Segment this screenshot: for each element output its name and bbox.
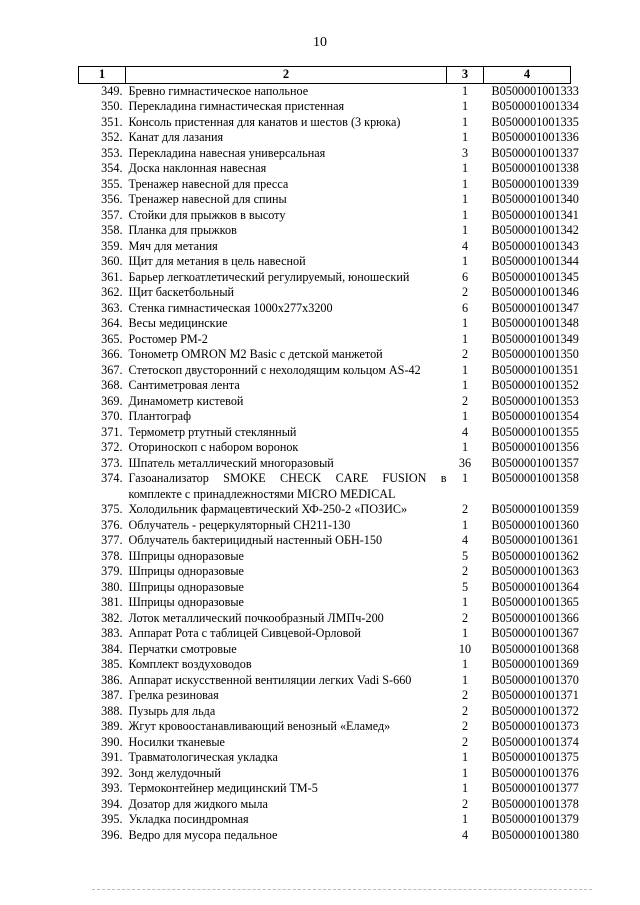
- table-row: [79, 270, 571, 286]
- item-quantity: 1: [461, 207, 469, 222]
- inventory-code: B0500001001343: [491, 238, 579, 253]
- item-quantity: 3: [461, 145, 469, 160]
- item-quantity: 1: [461, 595, 469, 609]
- row-number: 371.: [101, 424, 123, 439]
- inventory-code: B0500001001353: [491, 393, 579, 408]
- inventory-code: B0500001001344: [491, 254, 579, 268]
- item-quantity: 1: [461, 362, 469, 377]
- table-row: [79, 347, 571, 363]
- item-quantity: 36: [458, 455, 472, 470]
- item-name: Барьер легкоатлетический регулируемый, юношеский: [128, 269, 410, 284]
- inventory-code: B0500001001366: [491, 610, 579, 625]
- row-number: 386.: [101, 672, 123, 687]
- item-name: Перекладина гимнастическая пристенная: [128, 99, 345, 113]
- item-quantity: 1: [461, 517, 469, 532]
- row-number: 353.: [101, 145, 123, 160]
- inventory-code: B0500001001372: [491, 703, 579, 718]
- item-name: Тонометр OMRON M2 Basic с детской манжетой: [128, 347, 383, 361]
- table-row: [79, 673, 571, 689]
- item-quantity: 1: [461, 114, 469, 129]
- inventory-code: B0500001001351: [491, 362, 579, 377]
- table-row: [79, 332, 571, 348]
- item-name: Аппарат искусственной вентиляции легких Vadi S-660: [128, 672, 412, 687]
- item-quantity: 2: [461, 610, 469, 625]
- row-number: 368.: [101, 378, 123, 392]
- item-name: Плантограф: [128, 409, 191, 423]
- item-name: Перчатки смотровые: [128, 641, 237, 656]
- table-row: [79, 580, 571, 596]
- item-quantity: 1: [461, 130, 469, 144]
- row-number: 362.: [101, 285, 123, 299]
- item-name: Травматологическая укладка: [128, 750, 278, 764]
- item-name: Пузырь для льда: [128, 703, 216, 718]
- item-name: Щит баскетбольный: [128, 285, 235, 299]
- item-name: Шприцы одноразовые: [128, 579, 244, 594]
- table-row: [79, 611, 571, 627]
- item-quantity: 2: [461, 502, 469, 516]
- table-row: [79, 781, 571, 797]
- item-name: Стойки для прыжков в высоту: [128, 207, 286, 222]
- row-number: 377.: [101, 533, 123, 547]
- table-row: [79, 595, 571, 611]
- item-name: Динамометр кистевой: [128, 393, 244, 408]
- inventory-code: B0500001001365: [491, 595, 579, 609]
- item-name: Облучатель бактерицидный настенный ОБН-150: [128, 533, 383, 547]
- inventory-code: B0500001001335: [491, 114, 579, 129]
- row-number: 393.: [101, 781, 123, 795]
- item-name: Бревно гимнастическое напольное: [128, 83, 309, 98]
- table-row: [79, 208, 571, 224]
- table-row: [79, 239, 571, 255]
- table-row: [79, 704, 571, 720]
- table-row: [79, 471, 571, 502]
- table-row: [79, 425, 571, 441]
- row-number: 351.: [101, 114, 123, 129]
- inventory-code: B0500001001363: [491, 564, 579, 578]
- item-quantity: 6: [461, 300, 469, 315]
- table-row: [79, 797, 571, 813]
- item-quantity: 1: [461, 765, 469, 780]
- inventory-code: B0500001001338: [491, 161, 579, 175]
- inventory-code: B0500001001356: [491, 440, 579, 454]
- table-row: [79, 223, 571, 239]
- row-number: 355.: [101, 176, 123, 191]
- item-name: Шпатель металлический многоразовый: [128, 455, 334, 470]
- row-number: 367.: [101, 362, 123, 377]
- row-number: 369.: [101, 393, 123, 408]
- item-quantity: 1: [461, 192, 469, 206]
- table-row: [79, 254, 571, 270]
- row-number: 358.: [101, 223, 123, 237]
- table-row: [79, 115, 571, 131]
- table-row: [79, 750, 571, 766]
- item-name: Дозатор для жидкого мыла: [128, 796, 268, 811]
- item-quantity: 1: [461, 378, 469, 392]
- item-name: Шприцы одноразовые: [128, 595, 244, 609]
- inventory-code: B0500001001345: [491, 269, 579, 284]
- item-name: Холодильник фармацевтический ХФ-250-2 «ПОЗИС»: [128, 502, 408, 516]
- inventory-code: B0500001001370: [491, 672, 579, 687]
- inventory-code: B0500001001378: [491, 796, 579, 811]
- item-name: Щит для метания в цель навесной: [128, 254, 306, 268]
- item-name: Сантиметровая лента: [128, 378, 240, 392]
- inventory-code: B0500001001342: [491, 223, 579, 237]
- row-number: 378.: [101, 548, 123, 563]
- item-name: Укладка посиндромная: [128, 812, 249, 826]
- table-row: [79, 735, 571, 751]
- inventory-code: B0500001001369: [491, 657, 579, 671]
- item-name: Планка для прыжков: [128, 223, 237, 237]
- row-number: 387.: [101, 688, 123, 702]
- page-number: 10: [313, 35, 327, 50]
- column-header-number: 1: [79, 67, 126, 84]
- item-quantity: 1: [461, 409, 469, 423]
- item-quantity: 10: [458, 641, 472, 656]
- table-row: [79, 130, 571, 146]
- table-row: [79, 766, 571, 782]
- item-name: Весы медицинские: [128, 316, 228, 330]
- item-name: Комплект воздуховодов: [128, 657, 252, 671]
- inventory-code: B0500001001348: [491, 316, 579, 330]
- table-row: [79, 626, 571, 642]
- item-name: Лоток металлический почкообразный ЛМПч-200: [128, 610, 384, 625]
- table-row: [79, 642, 571, 658]
- item-quantity: 2: [461, 688, 469, 702]
- item-name: Ростомер РМ-2: [128, 331, 208, 346]
- row-number: 376.: [101, 517, 123, 532]
- row-number: 388.: [101, 703, 123, 718]
- row-number: 390.: [101, 734, 123, 749]
- row-number: 357.: [101, 207, 123, 222]
- item-name: Аппарат Рота с таблицей Сивцевой-Орловой: [128, 626, 361, 640]
- item-name: Стетоскоп двусторонний с нехолодящим кольцом AS-42: [128, 362, 421, 377]
- inventory-code: B0500001001368: [491, 641, 579, 656]
- item-name: Термометр ртутный стеклянный: [128, 424, 297, 439]
- row-number: 394.: [101, 796, 123, 811]
- row-number: 392.: [101, 765, 123, 780]
- inventory-code: B0500001001352: [491, 378, 579, 392]
- table-row: [79, 533, 571, 549]
- table-row: [79, 316, 571, 332]
- row-number: 373.: [101, 455, 123, 470]
- table-row: [79, 177, 571, 193]
- item-quantity: 4: [461, 424, 469, 439]
- table-row: [79, 301, 571, 317]
- item-quantity: 1: [461, 672, 469, 687]
- item-name: Консоль пристенная для канатов и шестов (3 крюка): [128, 114, 401, 129]
- item-quantity: 1: [461, 223, 469, 237]
- item-quantity: 1: [461, 750, 469, 764]
- row-number: 366.: [101, 347, 123, 361]
- item-quantity: 2: [461, 703, 469, 718]
- row-number: 363.: [101, 300, 123, 315]
- item-quantity: 1: [461, 812, 469, 826]
- item-name: Доска наклонная навесная: [128, 161, 267, 175]
- item-quantity: 1: [461, 626, 469, 640]
- inventory-code: B0500001001380: [491, 827, 579, 842]
- item-quantity: 1: [461, 331, 469, 346]
- inventory-code: B0500001001374: [491, 734, 579, 749]
- row-number: 380.: [101, 579, 123, 594]
- table-row: [79, 549, 571, 565]
- item-name: Тренажер навесной для пресса: [128, 176, 289, 191]
- table-row: [79, 192, 571, 208]
- table-row: [79, 518, 571, 534]
- item-quantity: 1: [461, 176, 469, 191]
- item-name: Ведро для мусора педальное: [128, 827, 278, 842]
- inventory-code: B0500001001367: [491, 626, 579, 640]
- item-quantity: 1: [461, 440, 469, 454]
- table-row: [79, 657, 571, 673]
- table-row: [79, 812, 571, 828]
- row-number: 385.: [101, 657, 123, 671]
- inventory-code: B0500001001364: [491, 579, 579, 594]
- inventory-code: B0500001001339: [491, 176, 579, 191]
- item-quantity: 4: [461, 827, 469, 842]
- item-quantity: 1: [461, 254, 469, 268]
- inventory-code: B0500001001379: [491, 812, 579, 826]
- inventory-code: B0500001001354: [491, 409, 579, 423]
- row-number: 360.: [101, 254, 123, 268]
- item-quantity: 2: [461, 734, 469, 749]
- row-number: 354.: [101, 161, 123, 175]
- item-name: Носилки тканевые: [128, 734, 225, 749]
- item-quantity: 1: [461, 657, 469, 671]
- table-row: [79, 378, 571, 394]
- row-number: 381.: [101, 595, 123, 609]
- item-quantity: 2: [461, 347, 469, 361]
- row-number: 396.: [101, 827, 123, 842]
- row-number: 391.: [101, 750, 123, 764]
- row-number: 365.: [101, 331, 123, 346]
- item-name: Облучатель - рецеркуляторный СН211-130: [128, 517, 351, 532]
- row-number: 382.: [101, 610, 123, 625]
- row-number: 372.: [101, 440, 123, 454]
- table-row: [79, 456, 571, 472]
- item-quantity: 1: [461, 781, 469, 795]
- item-name: Зонд желудочный: [128, 765, 221, 780]
- item-name: Перекладина навесная универсальная: [128, 145, 326, 160]
- item-name: Шприцы одноразовые: [128, 564, 244, 578]
- table-row: [79, 719, 571, 735]
- item-name: Канат для лазания: [128, 130, 224, 144]
- row-number: 383.: [101, 626, 123, 640]
- item-name: Стенка гимнастическая 1000x277x3200: [128, 300, 333, 315]
- item-quantity: 2: [461, 393, 469, 408]
- inventory-code: B0500001001347: [491, 300, 579, 315]
- table-row: [79, 285, 571, 301]
- item-quantity: 1: [461, 316, 469, 330]
- inventory-code: B0500001001376: [491, 765, 579, 780]
- inventory-code: B0500001001377: [491, 781, 579, 795]
- inventory-code: B0500001001375: [491, 750, 579, 764]
- scan-edge-line: [92, 889, 592, 890]
- inventory-code: B0500001001333: [491, 83, 579, 98]
- row-number: 361.: [101, 269, 123, 284]
- row-number: 389.: [101, 719, 123, 733]
- inventory-code: B0500001001371: [491, 688, 579, 702]
- inventory-code: B0500001001373: [491, 719, 579, 733]
- inventory-code: B0500001001340: [491, 192, 579, 206]
- table-row: [79, 828, 571, 844]
- item-quantity: 6: [461, 269, 469, 284]
- item-quantity: 2: [461, 796, 469, 811]
- table-body: [79, 83, 579, 843]
- table-row: [79, 688, 571, 704]
- row-number: 374.: [101, 471, 123, 485]
- inventory-code: B0500001001361: [491, 533, 579, 547]
- item-quantity: 5: [461, 548, 469, 563]
- inventory-code: B0500001001350: [491, 347, 579, 361]
- row-number: 384.: [101, 641, 123, 656]
- column-header-name: 2: [126, 67, 447, 84]
- item-quantity: 2: [461, 285, 469, 299]
- row-number: 379.: [101, 564, 123, 578]
- inventory-code: B0500001001346: [491, 285, 579, 299]
- inventory-code: B0500001001337: [491, 145, 579, 160]
- row-number: 349.: [101, 83, 123, 98]
- item-quantity: 1: [461, 161, 469, 175]
- table-row: [79, 363, 571, 379]
- item-quantity: 5: [461, 579, 469, 594]
- inventory-code: B0500001001349: [491, 331, 579, 346]
- inventory-code: B0500001001355: [491, 424, 579, 439]
- item-name: Шприцы одноразовые: [128, 548, 244, 563]
- table-row: [79, 440, 571, 456]
- item-name: Термоконтейнер медицинский ТМ-5: [128, 781, 318, 795]
- inventory-code: B0500001001358: [491, 471, 579, 485]
- row-number: 375.: [101, 502, 123, 516]
- item-name: Газоанализатор SMOKE CHECK CARE FUSION в комплекте с принадлежностями MICRO MEDICAL: [128, 471, 447, 501]
- inventory-table: [78, 66, 579, 843]
- item-name: Грелка резиновая: [128, 688, 219, 702]
- item-quantity: 2: [461, 719, 469, 733]
- item-name: Мяч для метания: [128, 238, 218, 253]
- column-header-code: 4: [484, 67, 571, 84]
- table-row: [79, 99, 571, 115]
- inventory-code: B0500001001362: [491, 548, 579, 563]
- row-number: 395.: [101, 812, 123, 826]
- row-number: 359.: [101, 238, 123, 253]
- row-number: 364.: [101, 316, 123, 330]
- inventory-code: B0500001001336: [491, 130, 579, 144]
- item-name: Оториноскоп с набором воронок: [128, 440, 299, 454]
- item-quantity: 4: [461, 533, 469, 547]
- row-number: 350.: [101, 99, 123, 113]
- table-row: [79, 394, 571, 410]
- item-quantity: 1: [461, 83, 469, 98]
- item-quantity: 4: [461, 238, 469, 253]
- item-quantity: 2: [461, 564, 469, 578]
- item-name: Тренажер навесной для спины: [128, 192, 287, 206]
- column-header-quantity: 3: [447, 67, 484, 84]
- inventory-code: B0500001001359: [491, 502, 579, 516]
- table-row: [79, 146, 571, 162]
- table-header-row: [79, 67, 571, 84]
- inventory-code: B0500001001357: [491, 455, 579, 470]
- item-name: Жгут кровоостанавливающий венозный «Еламед»: [128, 719, 391, 733]
- table-row: [79, 161, 571, 177]
- row-number: 352.: [101, 130, 123, 144]
- table-row: [79, 83, 571, 99]
- item-quantity: 1: [461, 471, 469, 485]
- table-row: [79, 502, 571, 518]
- table-row: [79, 564, 571, 580]
- inventory-code: B0500001001360: [491, 517, 579, 532]
- row-number: 356.: [101, 192, 123, 206]
- row-number: 370.: [101, 409, 123, 423]
- item-quantity: 1: [461, 99, 469, 113]
- inventory-code: B0500001001341: [491, 207, 579, 222]
- table-row: [79, 409, 571, 425]
- inventory-code: B0500001001334: [491, 99, 579, 113]
